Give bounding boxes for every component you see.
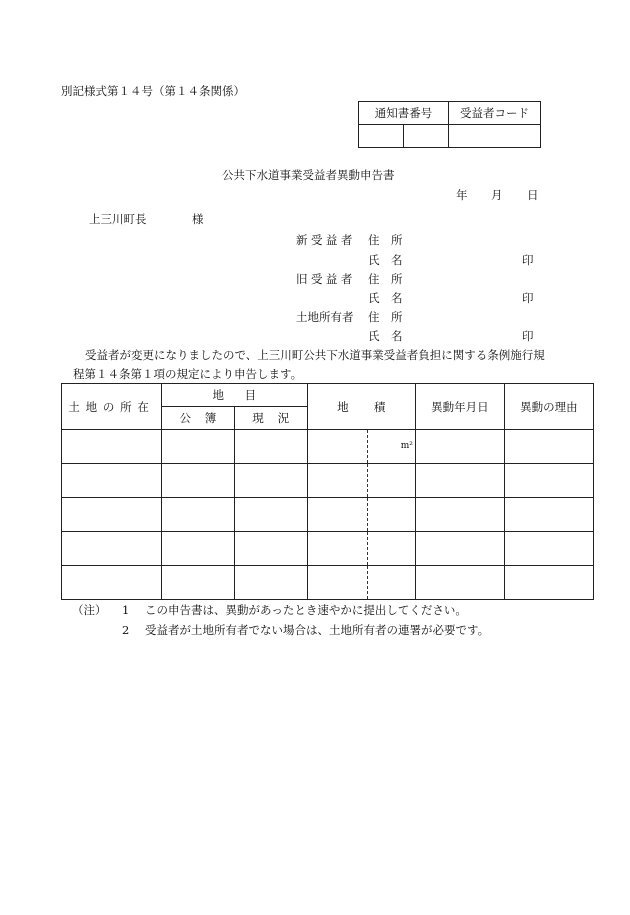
- beneficiary-code-cell[interactable]: [449, 125, 541, 148]
- old-beneficiary-name-label: 氏 名: [368, 291, 403, 305]
- cell-area-int[interactable]: [307, 464, 368, 498]
- old-beneficiary-role: 旧受益者: [296, 272, 356, 286]
- cell-current[interactable]: [234, 430, 307, 464]
- cell-current[interactable]: [234, 464, 307, 498]
- date-month: 月: [491, 188, 503, 202]
- cell-location[interactable]: [62, 566, 162, 600]
- code-box: [358, 101, 541, 148]
- cell-change-date[interactable]: [415, 498, 504, 532]
- cell-current[interactable]: [234, 566, 307, 600]
- cell-change-reason[interactable]: [504, 430, 593, 464]
- cell-location[interactable]: [62, 430, 162, 464]
- cell-change-reason[interactable]: [504, 532, 593, 566]
- notice-number-cell-2[interactable]: [404, 125, 449, 148]
- header-current: 現況: [234, 407, 307, 430]
- landowner-address-label: 住 所: [368, 310, 403, 324]
- cell-registry[interactable]: [162, 532, 235, 566]
- cell-change-reason[interactable]: [504, 498, 593, 532]
- cell-area-int[interactable]: [307, 430, 368, 464]
- cell-current[interactable]: [234, 532, 307, 566]
- beneficiary-code-label: 受益者コード: [449, 102, 541, 125]
- note-2-text: 受益者が土地所有者でない場合は、土地所有者の連署が必要です。: [145, 623, 490, 637]
- form-number: 別記様式第１４号（第１４条関係）: [61, 84, 245, 98]
- note-1-number: 1: [122, 603, 130, 617]
- notice-number-label: 通知書番号: [359, 102, 449, 125]
- land-table: [61, 383, 594, 600]
- old-beneficiary-address-label: 住 所: [368, 272, 403, 286]
- date-year: 年: [456, 188, 468, 202]
- cell-area-dec[interactable]: [368, 566, 416, 600]
- new-beneficiary-role: 新受益者: [296, 233, 356, 247]
- cell-change-date[interactable]: [415, 430, 504, 464]
- cell-area-int[interactable]: [307, 498, 368, 532]
- cell-change-date[interactable]: [415, 532, 504, 566]
- header-land-category: 地目: [162, 384, 308, 407]
- cell-area-dec[interactable]: [368, 498, 416, 532]
- cell-area-int[interactable]: [307, 566, 368, 600]
- cell-area-dec[interactable]: [368, 464, 416, 498]
- addressee-name: 上三川町長: [89, 212, 147, 226]
- old-beneficiary-seal: 印: [522, 291, 534, 305]
- note-1-text: この申告書は、異動があったとき速やかに提出してください。: [145, 603, 467, 617]
- document-title: 公共下水道事業受益者異動申告書: [222, 168, 395, 182]
- cell-area-int[interactable]: [307, 532, 368, 566]
- cell-location[interactable]: [62, 532, 162, 566]
- header-location: 土地の所在: [62, 384, 162, 430]
- new-beneficiary-name-label: 氏 名: [368, 253, 403, 267]
- header-change-date: 異動年月日: [415, 384, 504, 430]
- cell-current[interactable]: [234, 498, 307, 532]
- landowner-role: 土地所有者: [296, 310, 354, 324]
- cell-registry[interactable]: [162, 430, 235, 464]
- notice-number-cell-1[interactable]: [359, 125, 404, 148]
- area-unit: m²: [400, 441, 413, 451]
- cell-registry[interactable]: [162, 566, 235, 600]
- cell-registry[interactable]: [162, 498, 235, 532]
- body-text-line1: 受益者が変更になりましたので、上三川町公共下水道事業受益者負担に関する条例施行規: [85, 348, 545, 362]
- new-beneficiary-seal: 印: [522, 253, 534, 267]
- new-beneficiary-address-label: 住 所: [368, 233, 403, 247]
- cell-location[interactable]: [62, 498, 162, 532]
- header-area: 地積: [307, 384, 415, 430]
- cell-area-dec[interactable]: [368, 430, 416, 464]
- cell-area-dec[interactable]: [368, 532, 416, 566]
- landowner-name-label: 氏 名: [368, 329, 403, 343]
- date-day: 日: [527, 188, 539, 202]
- cell-change-date[interactable]: [415, 464, 504, 498]
- addressee-honorific: 様: [192, 212, 204, 226]
- header-registry: 公簿: [162, 407, 235, 430]
- body-text-line2: 程第１４条第１項の規定により申告します。: [73, 367, 303, 381]
- cell-change-reason[interactable]: [504, 464, 593, 498]
- notes-label: （注）: [72, 603, 107, 617]
- cell-location[interactable]: [62, 464, 162, 498]
- cell-registry[interactable]: [162, 464, 235, 498]
- cell-change-date[interactable]: [415, 566, 504, 600]
- note-2-number: 2: [122, 623, 130, 637]
- landowner-seal: 印: [522, 329, 534, 343]
- header-change-reason: 異動の理由: [504, 384, 593, 430]
- cell-change-reason[interactable]: [504, 566, 593, 600]
